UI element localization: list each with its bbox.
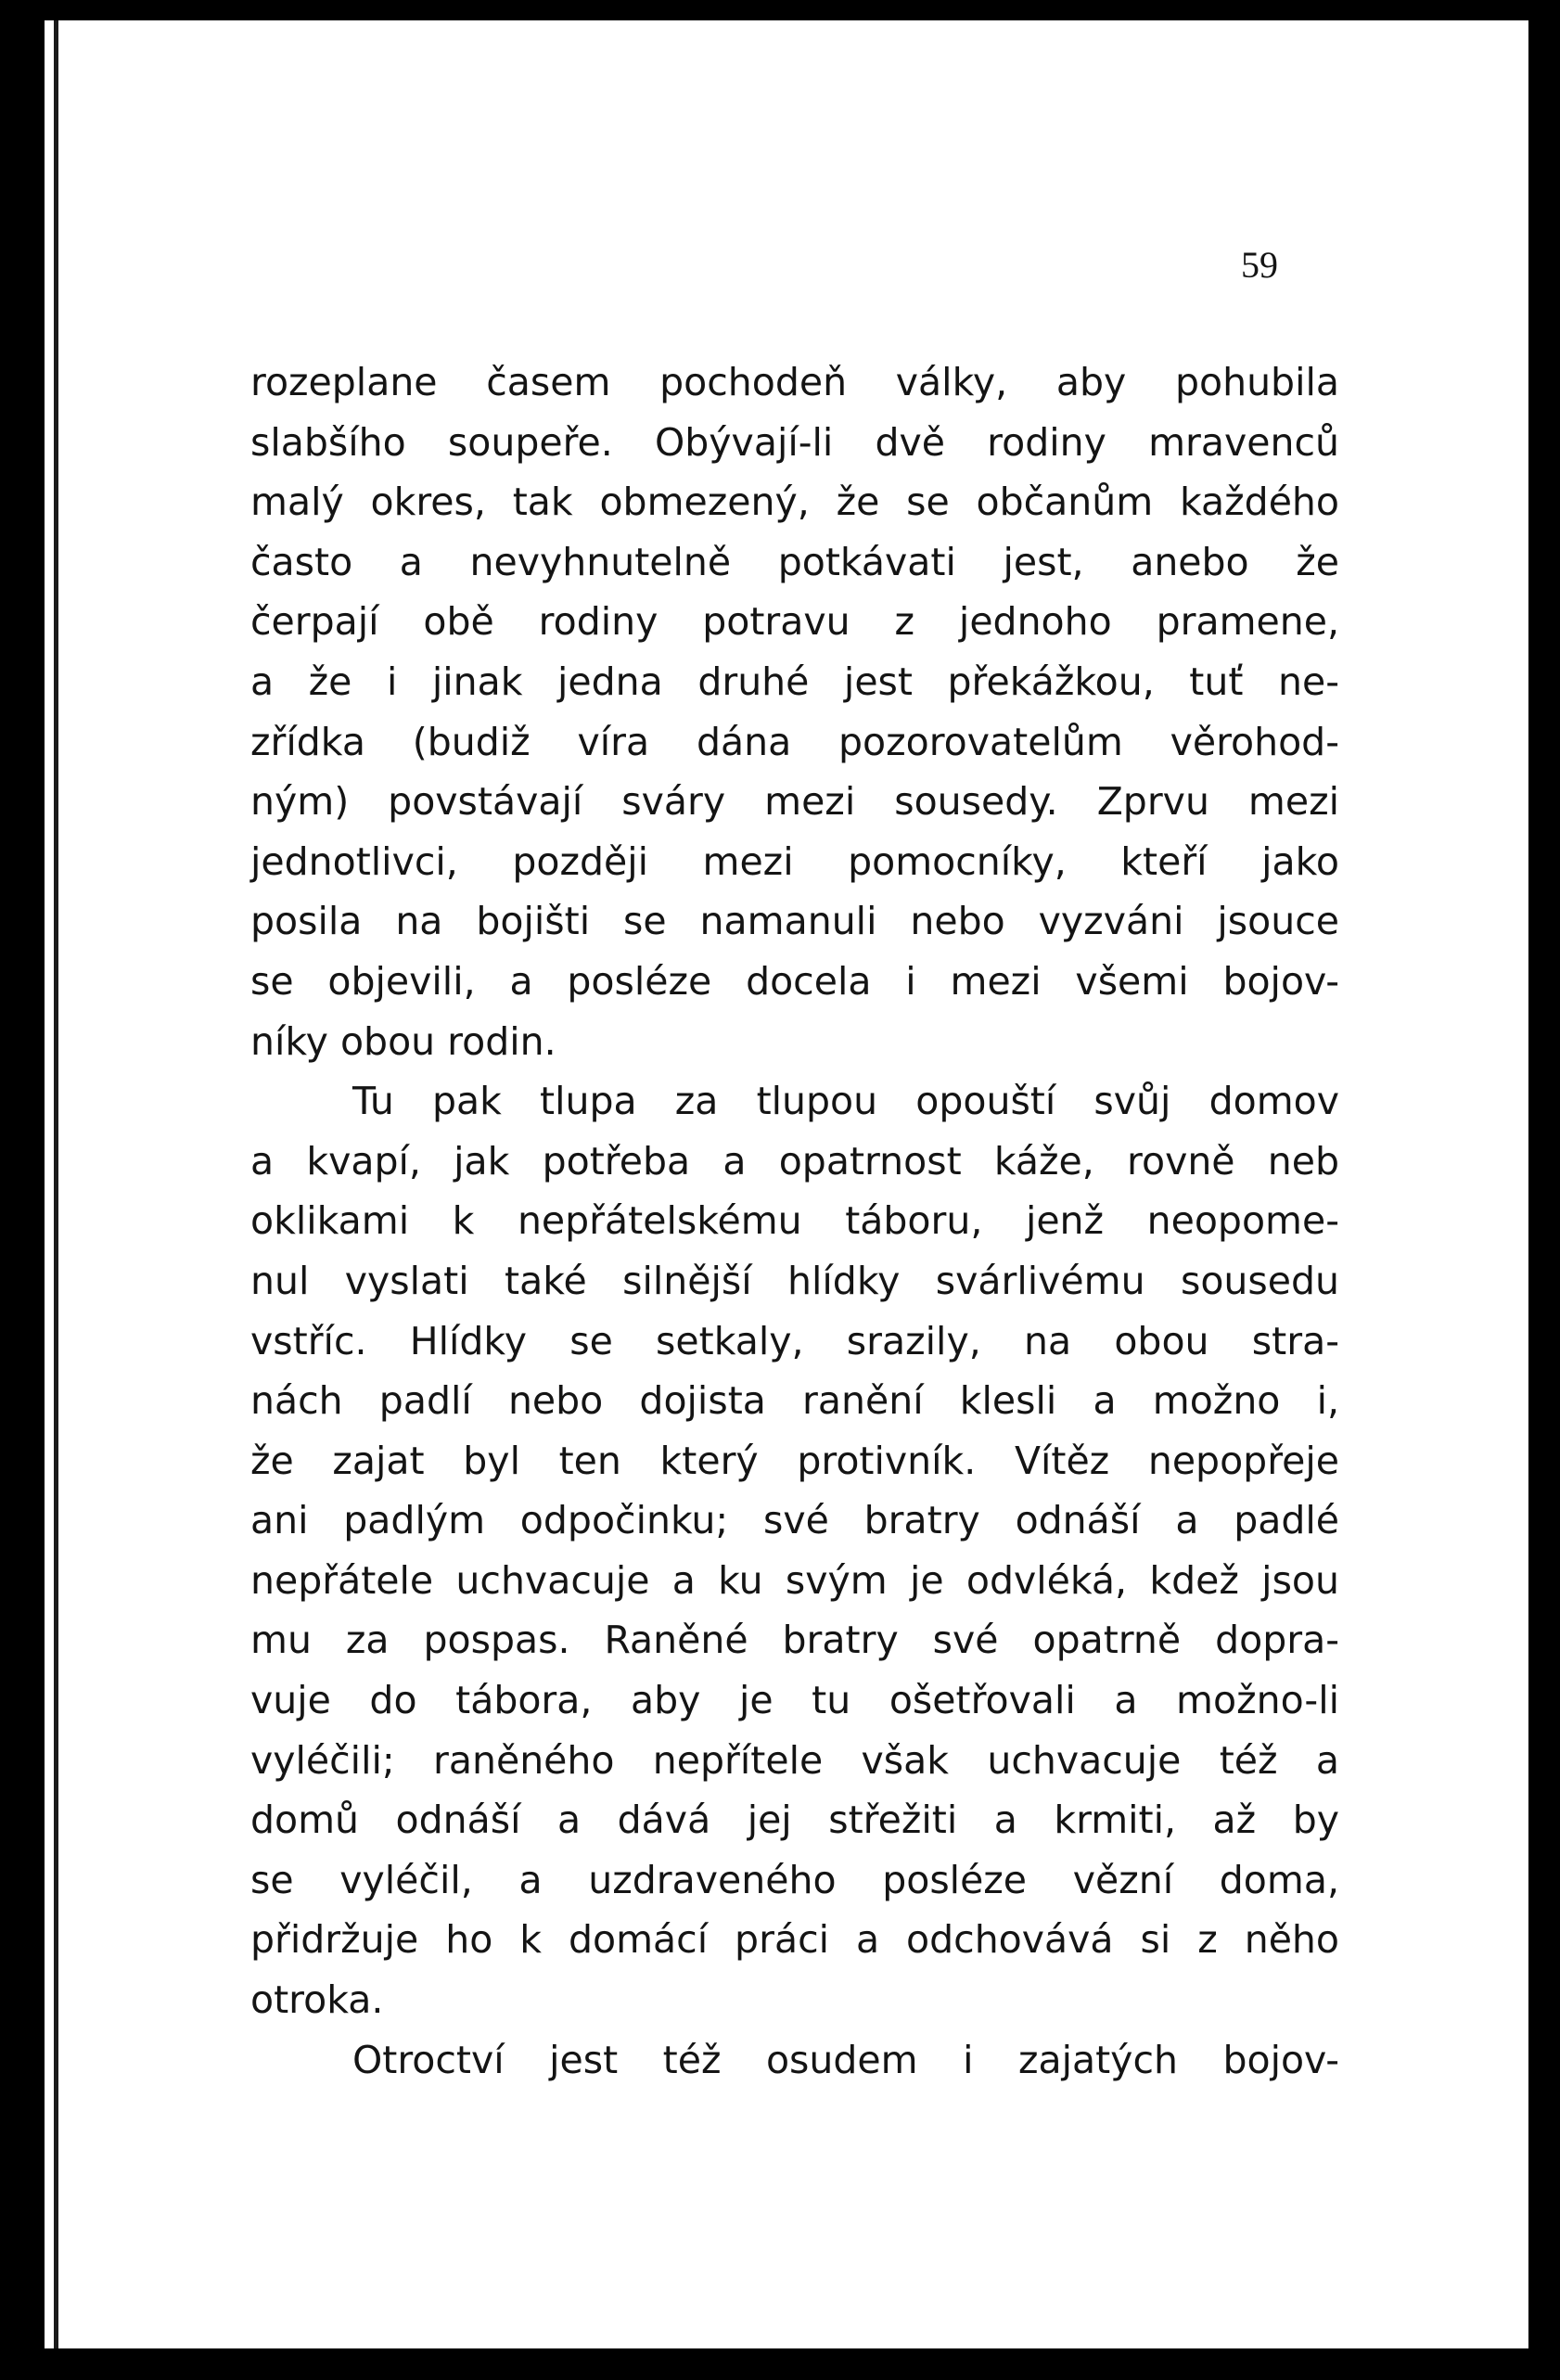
book-page: [45, 20, 1528, 2348]
page-number: 59: [1241, 244, 1278, 286]
paragraph: [250, 2030, 1339, 2091]
text-line: rozeplane časem pochodeň války, aby pohubila: [250, 360, 1339, 404]
text-line: se vyléčil, a uzdraveného posléze vězní doma,: [250, 1857, 1339, 1902]
text-line: slabšího soupeře. Obývají-li dvě rodiny mravenců: [250, 419, 1339, 465]
text-line: se objevili, a posléze docela i mezi všemi bojov-: [250, 958, 1339, 1004]
text-line: Otroctví jest též osudem i zajatých bojov-: [352, 2037, 1339, 2082]
text-line: oklikami k nepřátelskému táboru, jenž neopome-: [250, 1198, 1339, 1244]
paragraph: [250, 352, 1339, 1071]
text-line: nul vyslati také silnější hlídky svárlivému sousedu: [250, 1258, 1339, 1303]
text-line: domů odnáší a dává jej střežiti a krmiti, až by: [250, 1798, 1339, 1843]
text-line: nách padlí nebo dojista ranění klesli a možno i,: [250, 1378, 1339, 1424]
text-line: ným) povstávají sváry mezi sousedy. Zprvu mezi: [250, 779, 1339, 825]
text-line: níky obou rodin.: [250, 1018, 556, 1064]
text-line: čerpají obě rodiny potravu z jednoho pramene,: [250, 599, 1339, 645]
text-line: Tu pak tlupa za tlupou opouští svůj domov: [352, 1079, 1339, 1124]
text-line: zřídka (budiž víra dána pozorovatelům věrohod-: [250, 719, 1339, 764]
text-line: jednotlivci, později mezi pomocníky, kteří jako: [250, 838, 1339, 884]
text-line: že zajat byl ten který protivník. Vítěz nepopřeje: [250, 1438, 1339, 1483]
text-line: vstříc. Hlídky se setkaly, srazily, na obou stra-: [250, 1318, 1339, 1363]
text-line: posila na bojišti se namanuli nebo vyzváni jsouce: [250, 899, 1339, 944]
text-line: mu za pospas. Raněné bratry své opatrně dopra-: [250, 1618, 1339, 1663]
text-line: vuje do tábora, aby je tu ošetřovali a možno-li: [250, 1678, 1339, 1723]
text-line: otroka.: [250, 1977, 384, 2023]
text-line: nepřátele uchvacuje a ku svým je odvléká, kdež jsou: [250, 1557, 1339, 1603]
text-line: a kvapí, jak potřeba a opatrnost káže, rovně neb: [250, 1138, 1339, 1184]
body-text: [250, 352, 1339, 2090]
paragraph: [250, 1071, 1339, 2030]
text-line: malý okres, tak obmezený, že se občanům každého: [250, 480, 1339, 525]
text-line: vyléčili; raněného nepřítele však uchvacuje též a: [250, 1737, 1339, 1783]
text-line: často a nevyhnutelně potkávati jest, anebo že: [250, 539, 1339, 584]
text-line: přidržuje ho k domácí práci a odchovává si z něho: [250, 1917, 1339, 1963]
binding-edge: [54, 20, 58, 2348]
text-line: a že i jinak jedna druhé jest překážkou, tuť ne-: [250, 659, 1339, 704]
text-line: ani padlým odpočinku; své bratry odnáší a padlé: [250, 1498, 1339, 1543]
